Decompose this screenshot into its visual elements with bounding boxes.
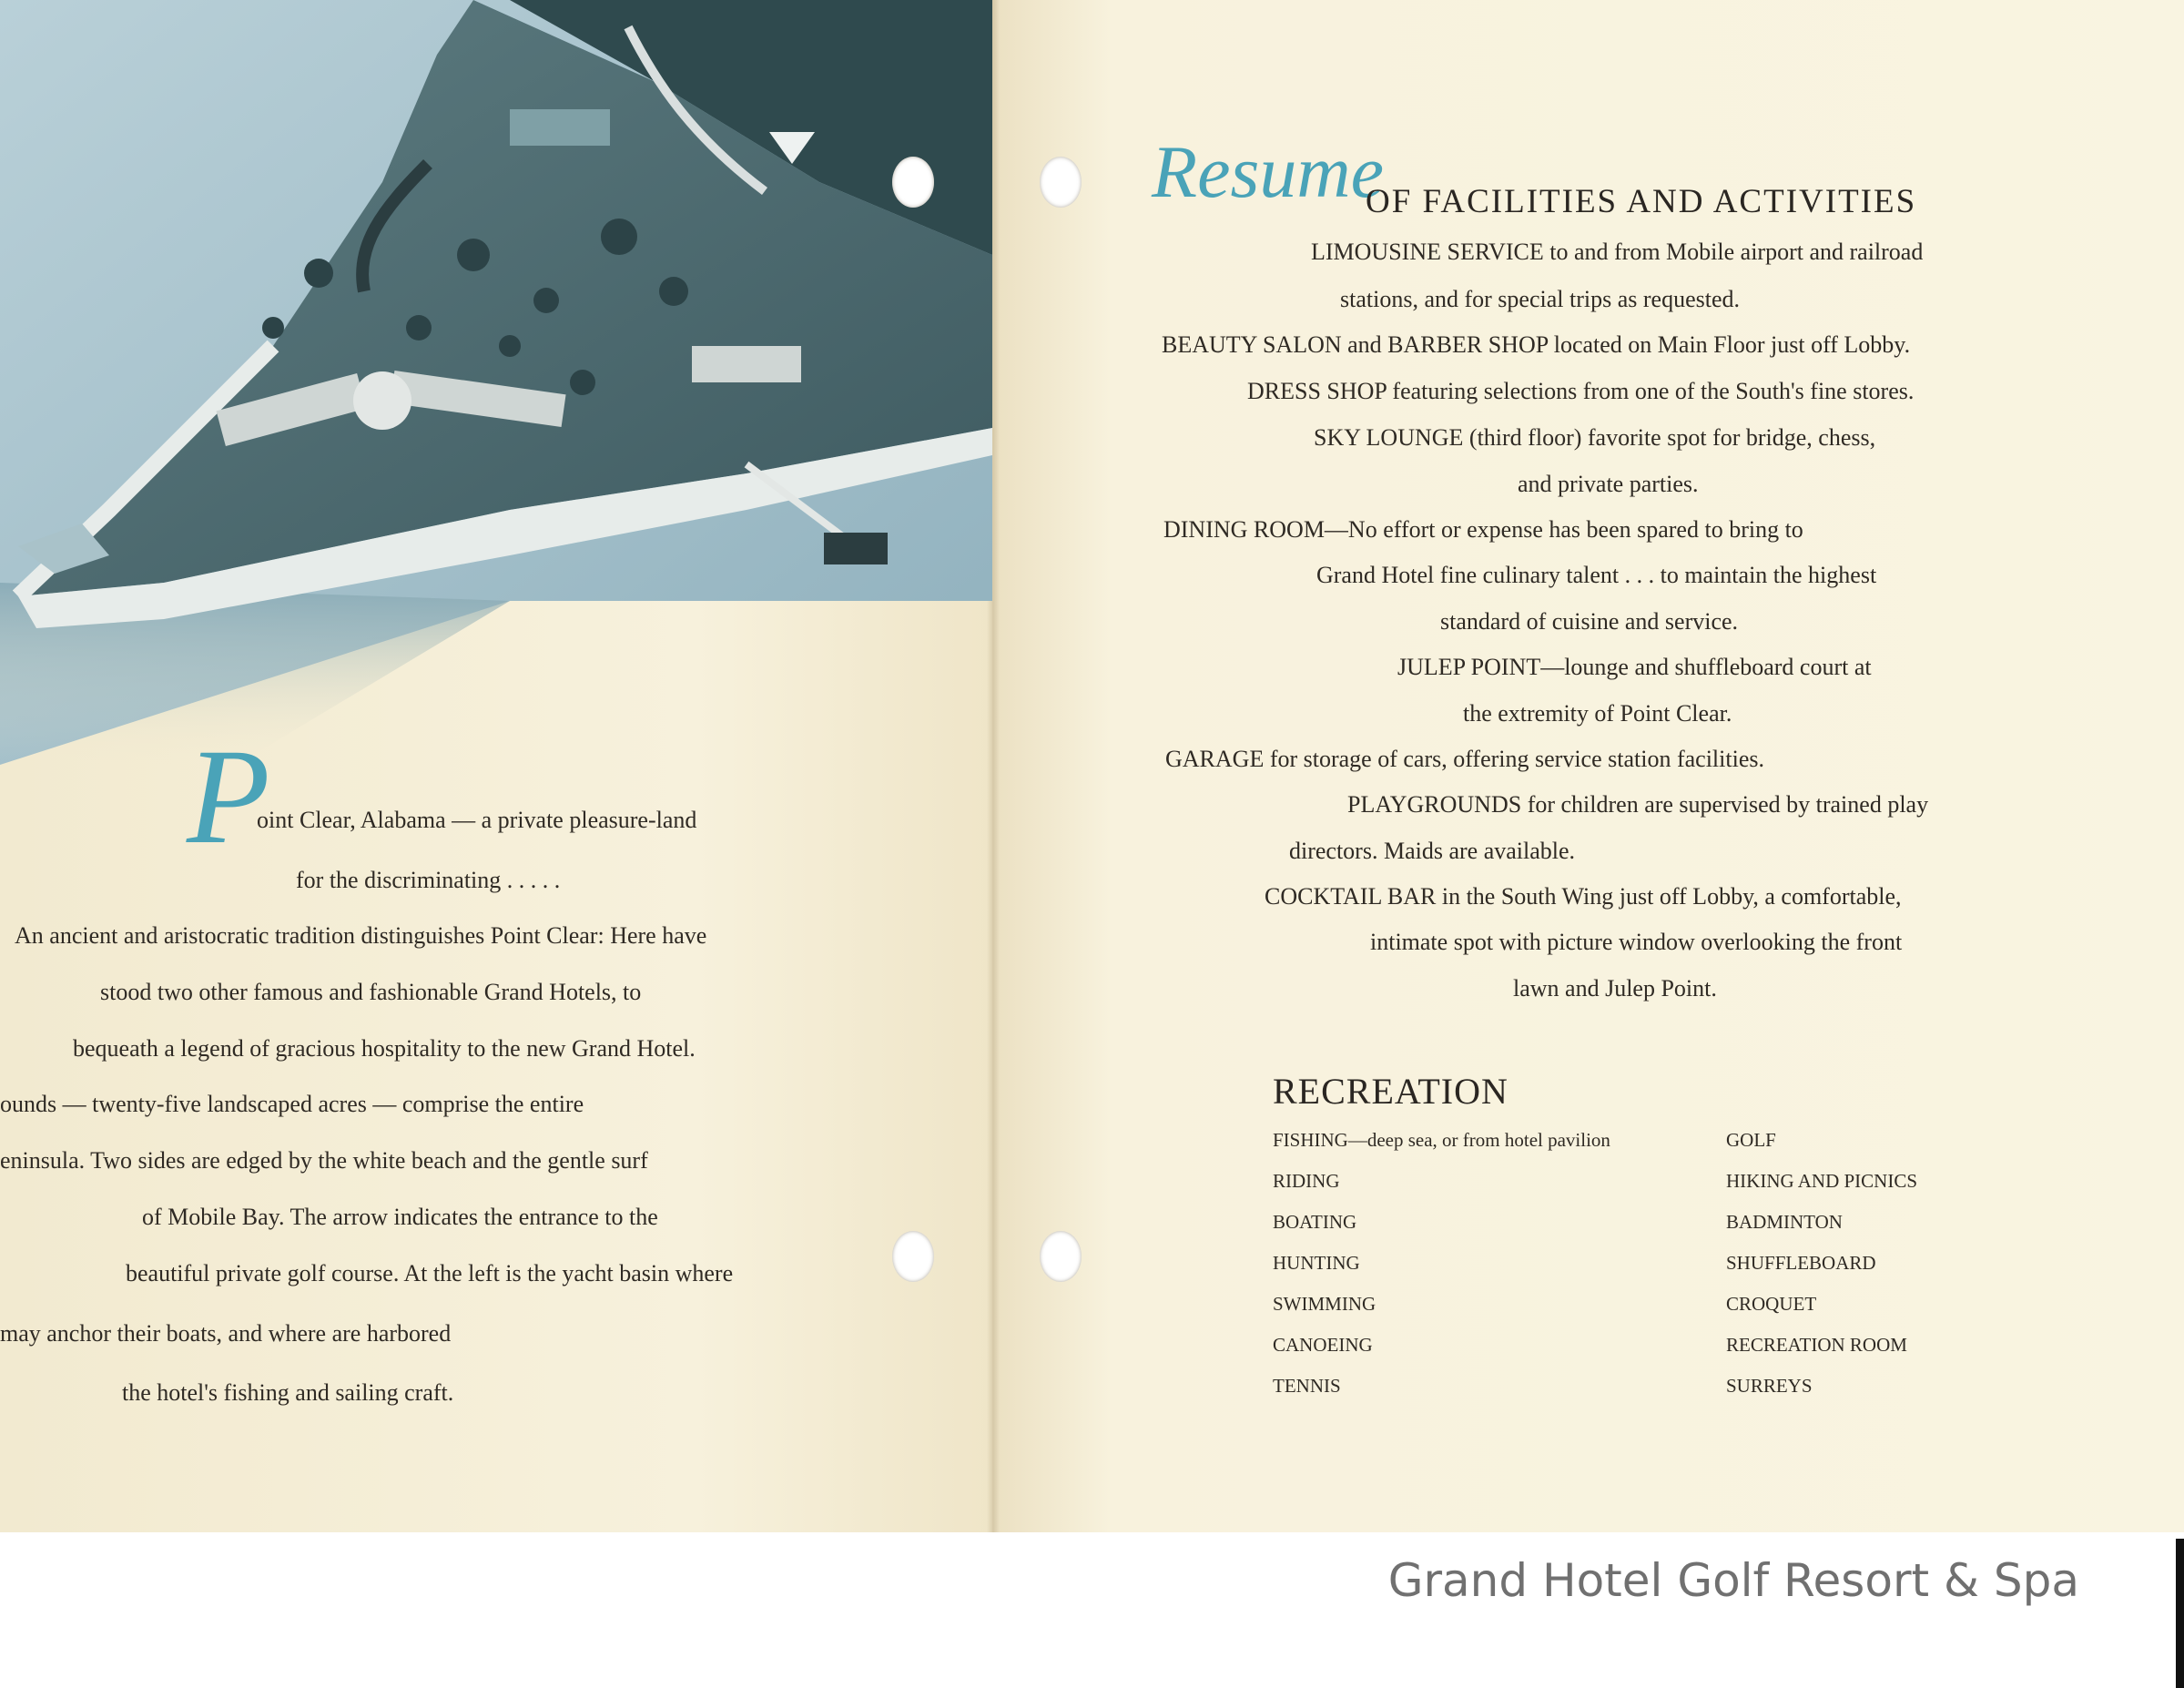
recreation-item: RECREATION ROOM (1726, 1334, 1907, 1356)
recreation-heading: RECREATION (1273, 1071, 1508, 1112)
left-line: of Mobile Bay. The arrow indicates the entrance to the (142, 1204, 658, 1230)
facility-line: the extremity of Point Clear. (1463, 700, 1732, 727)
left-line: bequeath a legend of gracious hospitality to the new Grand Hotel. (73, 1035, 696, 1062)
facility-line: JULEP POINT—lounge and shuffleboard court at (1397, 654, 1872, 680)
recreation-item: SHUFFLEBOARD (1726, 1252, 1876, 1274)
left-line: stood two other famous and fashionable Grand Hotels, to (100, 979, 642, 1005)
facility-line: and private parties. (1518, 471, 1699, 497)
facility-line: Grand Hotel fine culinary talent . . . to maintain the highest (1316, 562, 1877, 588)
facility-line: BEAUTY SALON and BARBER SHOP located on Main Floor just off Lobby. (1162, 331, 1911, 358)
recreation-item: SWIMMING (1273, 1293, 1376, 1315)
recreation-item: CROQUET (1726, 1293, 1817, 1315)
recreation-item: HUNTING (1273, 1252, 1360, 1274)
dropcap-letter: P (187, 721, 270, 872)
recreation-item: HIKING AND PICNICS (1726, 1170, 1918, 1192)
facility-line: PLAYGROUNDS for children are supervised by trained play (1347, 791, 1929, 818)
edge-bar (2176, 1539, 2184, 1688)
left-line: oint Clear, Alabama — a private pleasure-land (257, 807, 697, 833)
facility-line: SKY LOUNGE (third floor) favorite spot for bridge, chess, (1314, 424, 1876, 451)
image-caption: Grand Hotel Golf Resort & Spa (1387, 1554, 2079, 1607)
facility-line: stations, and for special trips as requested. (1340, 286, 1740, 312)
facility-line: GARAGE for storage of cars, offering service station facilities. (1165, 746, 1764, 772)
recreation-item: GOLF (1726, 1129, 1776, 1151)
facility-line: DRESS SHOP featuring selections from one of the South's fine stores. (1247, 378, 1915, 404)
facility-line: directors. Maids are available. (1289, 838, 1576, 864)
left-line: ounds — twenty-five landscaped acres — comprise the entire (0, 1091, 584, 1117)
recreation-item: FISHING—deep sea, or from hotel pavilion (1273, 1129, 1610, 1151)
left-line: eninsula. Two sides are edged by the white beach and the gentle surf (0, 1147, 648, 1174)
left-line: beautiful private golf course. At the left is the yacht basin where (126, 1260, 734, 1286)
facility-line: lawn and Julep Point. (1513, 975, 1717, 1002)
recreation-item: SURREYS (1726, 1375, 1813, 1397)
recreation-item: BOATING (1273, 1211, 1357, 1233)
resume-heading-word: Resume (1152, 130, 1385, 213)
recreation-item: TENNIS (1273, 1375, 1341, 1397)
facility-line: standard of cuisine and service. (1440, 608, 1739, 635)
facility-line: intimate spot with picture window overlooking the front (1370, 929, 1903, 955)
left-line: the hotel's fishing and sailing craft. (122, 1379, 454, 1406)
left-line: may anchor their boats, and where are harbored (0, 1320, 452, 1347)
facility-line: DINING ROOM—No effort or expense has been spared to bring to (1163, 516, 1803, 543)
left-line: for the discriminating . . . . . (296, 867, 561, 893)
facilities-heading: OF FACILITIES AND ACTIVITIES (1366, 183, 1917, 220)
facility-line: LIMOUSINE SERVICE to and from Mobile airport and railroad (1311, 239, 1924, 265)
recreation-item: BADMINTON (1726, 1211, 1843, 1233)
recreation-item: RIDING (1273, 1170, 1340, 1192)
left-line: An ancient and aristocratic tradition distinguishes Point Clear: Here have (15, 922, 707, 949)
facility-line: COCKTAIL BAR in the South Wing just off Lobby, a comfortable, (1265, 883, 1902, 910)
recreation-item: CANOEING (1273, 1334, 1373, 1356)
